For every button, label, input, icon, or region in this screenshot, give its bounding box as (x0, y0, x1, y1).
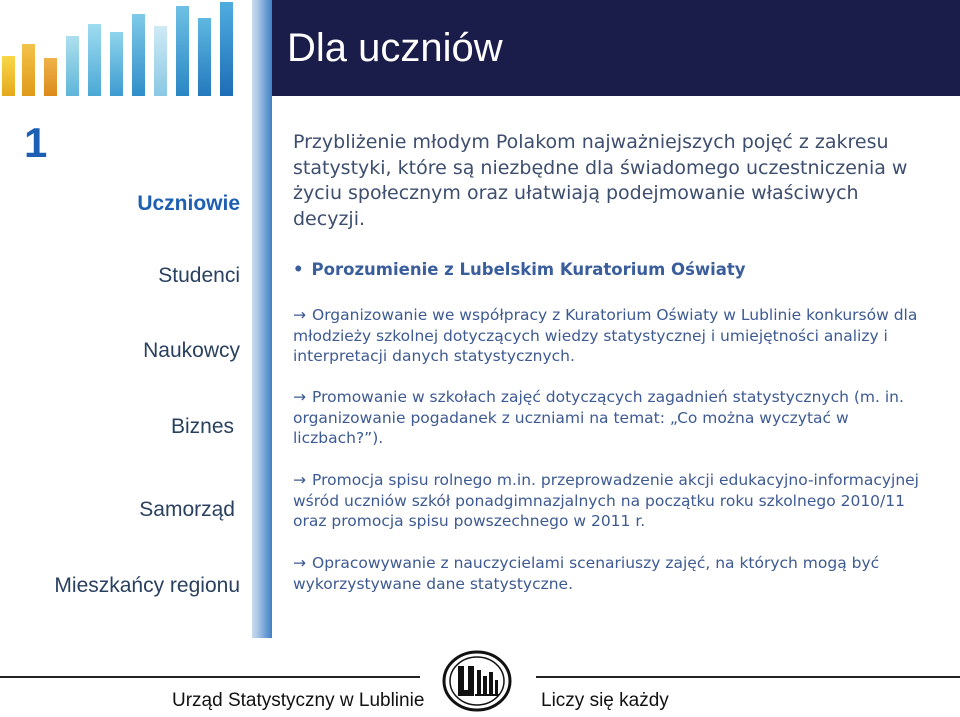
sidebar-item-uczniowie[interactable]: Uczniowie (137, 192, 240, 215)
footer-slogan: Liczy się każdy (541, 690, 669, 711)
deco-bar (220, 2, 233, 96)
deco-bar (176, 6, 189, 96)
page-title: Dla uczniów (287, 26, 503, 70)
list-item (293, 387, 933, 449)
arrow-right-icon: → (293, 306, 306, 324)
ustat-logo-icon (442, 650, 512, 712)
deco-bar (2, 56, 15, 96)
footer-organization: Urząd Statystyczny w Lublinie (172, 690, 425, 711)
list-item-text: Organizowanie we współpracy z Kuratorium Oświaty w Lublinie konkursów dla młodzieży szkolnej dotyczących wiedzy statystycznej i umiejętności analizy i interpretacji danych statystycznych. (293, 306, 918, 366)
sidebar-item-biznes[interactable]: Biznes (170, 415, 234, 438)
deco-bar (88, 24, 101, 96)
deco-bar (132, 14, 145, 96)
bullet-heading-text: Porozumienie z Lubelskim Kuratorium Oświaty (311, 260, 746, 279)
list-item (293, 553, 933, 594)
vertical-divider (252, 0, 272, 638)
list-item-text: Opracowywanie z nauczycielami scenariuszy zajęć, na których mogą być wykorzystywane dane statystyczne. (293, 554, 880, 593)
deco-bar (66, 36, 79, 96)
ustat-logo-graphic (442, 650, 512, 712)
deco-bar (110, 32, 123, 96)
arrow-right-icon: → (293, 554, 306, 572)
decorative-bar-graphic (0, 0, 272, 96)
footer-rule-right (536, 676, 960, 678)
deco-bar (154, 26, 167, 96)
list-item (293, 305, 933, 367)
sidebar-item-naukowcy[interactable]: Naukowcy (143, 339, 240, 362)
list-item-text: Promocja spisu rolnego m.in. przeprowadzenie akcji edukacyjno-informacyjnej wśród uczniów szkół ponadgimnazjalnych na początku roku szkolnego 2010/11 oraz promocja spisu powszechnego w 2011 r. (293, 471, 919, 531)
sidebar-item-samorzad[interactable]: Samorząd (139, 498, 235, 521)
sidebar-item-mieszkancy-regionu[interactable]: Mieszkańcy regionu (54, 574, 240, 597)
deco-bar (22, 44, 35, 96)
sidebar-item-studenci[interactable]: Studenci (158, 264, 240, 287)
footer-rule-left (0, 676, 420, 678)
arrow-right-icon: → (293, 388, 306, 406)
section-number: 1 (24, 119, 48, 166)
bullet-icon: • (293, 260, 304, 279)
bullet-heading (293, 258, 746, 282)
intro-text: Przybliżenie młodym Polakom najważniejszych pojęć z zakresu statystyki, które są niezbędne dla świadomego uczestniczenia w życiu społecznym oraz ułatwiają podejmowanie właściwych decyzji. (293, 131, 908, 230)
list-item (293, 470, 933, 532)
deco-bar (44, 58, 57, 96)
list-item-text: Promowanie w szkołach zajęć dotyczących zagadnień statystycznych (m. in. organizowanie pogadanek z uczniami na temat: „Co można wyczytać w liczbach?”). (293, 388, 904, 448)
deco-bar (198, 18, 211, 96)
arrow-right-icon: → (293, 471, 306, 489)
